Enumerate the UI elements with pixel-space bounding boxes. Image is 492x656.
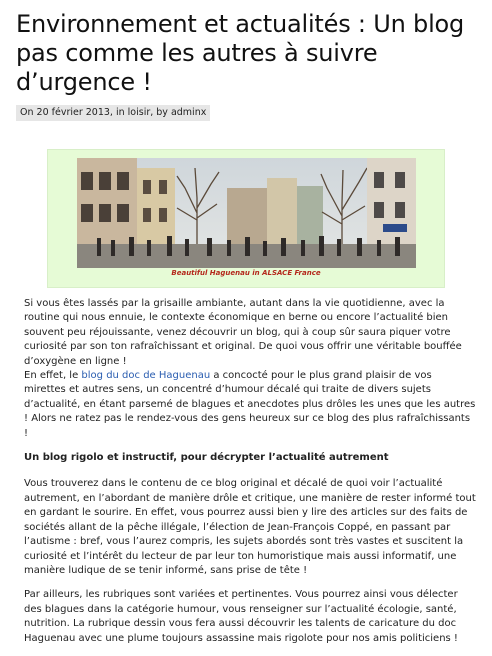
image-banner (47, 149, 445, 288)
post-meta: On 20 février 2013, in loisir, by adminx (16, 105, 210, 121)
paragraph-1b-pre: En effet, le (24, 370, 82, 382)
street-photo (77, 158, 416, 268)
paragraph-1 (24, 297, 476, 441)
paragraph-1-text: Si vous êtes lassés par la grisaille ambiante, autant dans la vie quotidienne, avec la routine qui nous ennuie, le contexte économique en berne ou encore l’actualité bien souvent peu réjouissante, venez découvrir un blog, qui à coup sûr saura piquer votre curiosité par son ton rafraîchissant et original. De quoi vous offrir une véritable bouffée d’oxygène en ligne ! (24, 298, 462, 367)
section-heading: Un blog rigolo et instructif, pour décrypter l’actualité autrement (24, 452, 389, 464)
blog-link[interactable]: blog du doc de Haguenau (81, 370, 211, 382)
image-caption: Beautiful Haguenau in ALSACE France (171, 269, 321, 277)
paragraph-1b-post: a concocté pour le plus grand plaisir de vos mirettes et autres sens, un concentré d’humour décalé qui traite de divers sujets d’actualité, en étant parsemé de blagues et anecdotes plus drôles les unes que les autres ! Alors ne ratez pas le rendez-vous des gens heureux sur ce blog des plus rafraîchissants ! (24, 370, 476, 439)
paragraph-3: Par ailleurs, les rubriques sont variées et pertinentes. Vous pourrez ainsi vous délecter des blagues dans la catégorie humour, vous renseigner sur l’actualité écologie, santé, nutrition. La rubrique dessin vous fera aussi découvrir les talents de caricature du doc Haguenau avec une plume toujours assassine mais rigolote pour nos amis politiciens ! (24, 589, 458, 644)
article-body (24, 297, 476, 656)
paragraph-2: Vous trouverez dans le contenu de ce blog original et décalé de quoi voir l’actualité autrement, en l’abordant de manière drôle et critique, une manière de rester informé tout en gardant le sourire. En effet, vous pourrez aussi bien y lire des articles sur des faits de sociétés allant de la pêche illégale, l’élection de Jean-François Coppé, en passant par l’autisme : bref, vous l’aurez compris, les sujets abordés sont très vastes et suscitent la curiosité et l’intérêt du lecteur de par leur ton humoristique mais aussi informatif, une manière ludique de se tenir informé, sans prise de tête ! (24, 478, 476, 576)
page-title: Environnement et actualités : Un blog pas comme les autres à suivre d’urgence ! (16, 10, 465, 96)
